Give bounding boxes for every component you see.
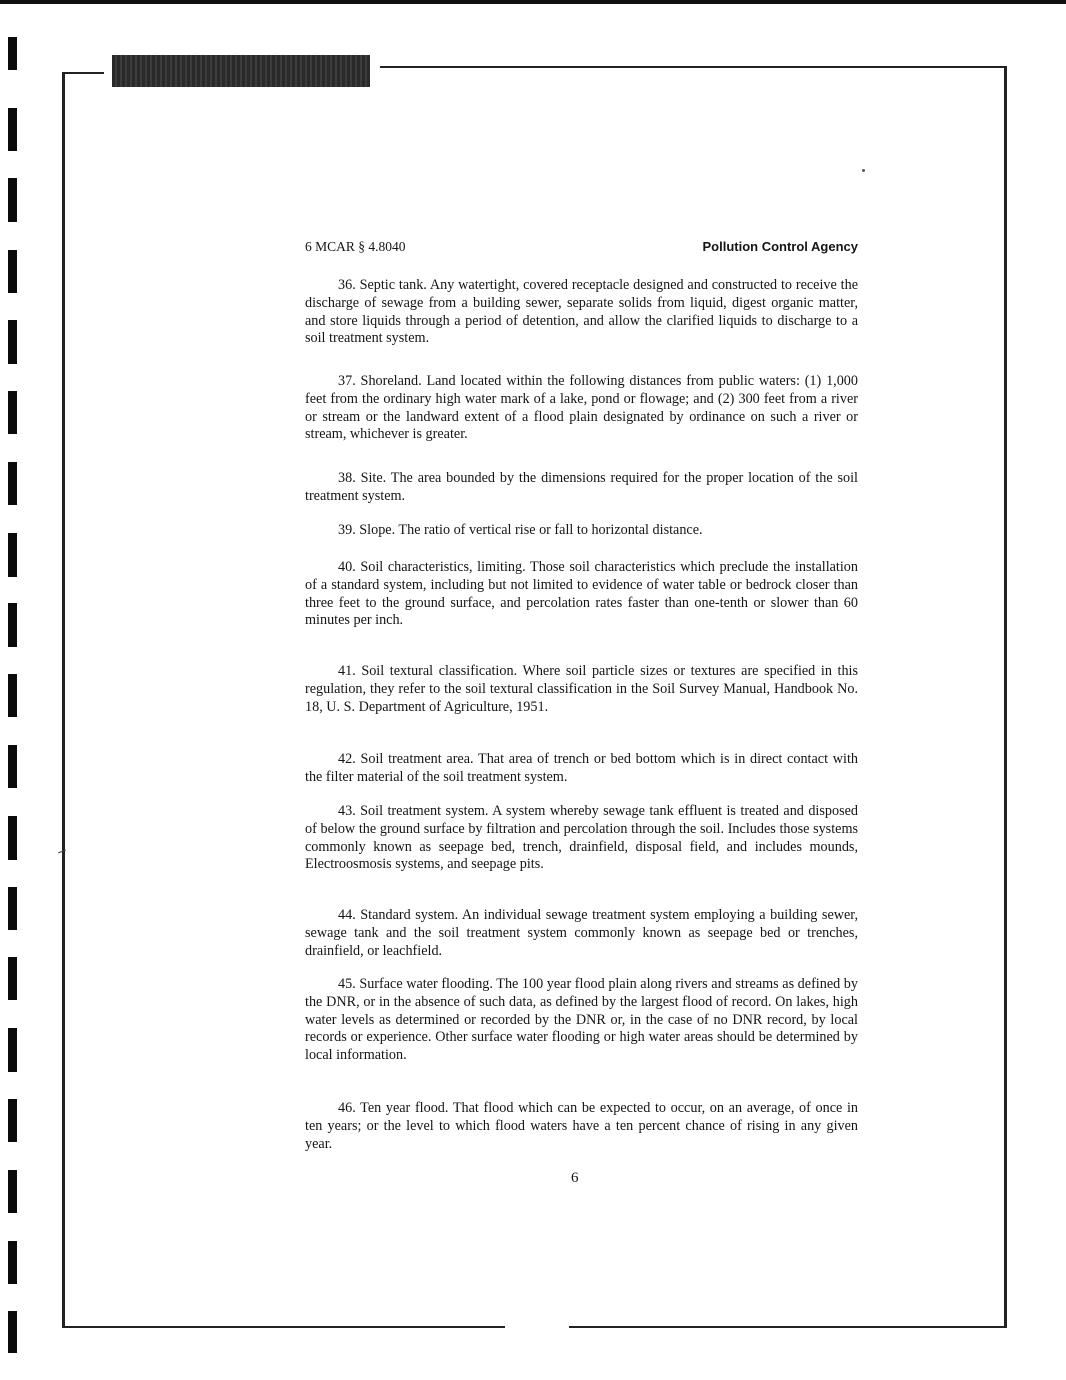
binder-hole-mark bbox=[8, 391, 17, 434]
scan-top-edge bbox=[0, 0, 1066, 4]
definition-paragraph: 46. Ten year flood. That flood which can be expected to occur, on an average, of once in ten years; or the level to which flood waters have a ten percent chance of rising in any given year. bbox=[305, 1100, 858, 1152]
binder-hole-mark bbox=[8, 250, 17, 293]
binder-hole-mark bbox=[8, 37, 17, 70]
definition-paragraph: 36. Septic tank. Any watertight, covered receptacle designed and constructed to receive the discharge of sewage from a building sewer, separate solids from liquid, digest organic matter, and store liquids through a period of detention, and allow the clarified liquids to discharge to a soil treatment system. bbox=[305, 277, 858, 347]
frame-right-border bbox=[1004, 66, 1007, 1328]
definition-paragraph: 45. Surface water flooding. The 100 year flood plain along rivers and streams as defined by the DNR, or in the absence of such data, as defined by the largest flood of record. On lakes, high water levels as determined or recorded by the DNR or, in the case of no DNR record, by local records or experience. Other surface water flooding or high water areas should be determined by local information. bbox=[305, 976, 858, 1064]
scan-speck bbox=[862, 169, 865, 172]
binder-hole-mark bbox=[8, 603, 17, 647]
binder-hole-mark bbox=[8, 674, 17, 717]
frame-bottom-border bbox=[569, 1326, 1007, 1328]
frame-left-border bbox=[62, 72, 65, 1328]
binder-hole-mark bbox=[8, 1099, 17, 1142]
definition-paragraph: 37. Shoreland. Land located within the following distances from public waters: (1) 1,000 feet from the ordinary high water mark of a lake, pond or flowage; and (2) 300 feet from a river or stream or the landward extent of a flood plain designated by ordinance on such a river or stream, whichever is greater. bbox=[305, 373, 858, 443]
definition-paragraph: 41. Soil textural classification. Where soil particle sizes or textures are specified in this regulation, they refer to the soil textural classification in the Soil Survey Manual, Handbook No. 18, U. S. Department of Agriculture, 1951. bbox=[305, 663, 858, 715]
definition-paragraph: 39. Slope. The ratio of vertical rise or fall to horizontal distance. bbox=[338, 522, 703, 538]
binder-hole-mark bbox=[8, 178, 17, 222]
binder-hole-mark bbox=[8, 745, 17, 788]
definition-paragraph: 43. Soil treatment system. A system whereby sewage tank effluent is treated and disposed of below the ground surface by filtration and percolation through the soil. Includes those systems commonly known as seepage bed, trench, drainfield, disposal field, and includes mounds, Electroosmosis systems, and seepage pits. bbox=[305, 803, 858, 873]
binder-hole-mark bbox=[8, 957, 17, 1000]
binder-hole-mark bbox=[8, 108, 17, 151]
binder-hole-mark bbox=[8, 1170, 17, 1213]
frame-top-border bbox=[62, 72, 104, 74]
frame-top-border bbox=[380, 66, 1007, 68]
rule-citation: 6 MCAR § 4.8040 bbox=[305, 239, 406, 254]
binder-hole-mark bbox=[8, 320, 17, 364]
definition-paragraph: 44. Standard system. An individual sewage treatment system employing a building sewer, sewage tank and the soil treatment system commonly known as seepage bed or trenches, drainfield, or leachfield. bbox=[305, 907, 858, 959]
binder-hole-mark bbox=[8, 816, 17, 860]
page-number: 6 bbox=[571, 1170, 579, 1186]
agency-name: Pollution Control Agency bbox=[702, 239, 858, 254]
binder-hole-mark bbox=[8, 887, 17, 930]
redacted-banner bbox=[112, 55, 370, 87]
binder-hole-mark bbox=[8, 1028, 17, 1072]
binder-hole-mark bbox=[8, 533, 17, 577]
page-header bbox=[305, 239, 858, 259]
frame-bottom-border bbox=[62, 1326, 505, 1328]
binder-hole-mark bbox=[8, 1241, 17, 1284]
definition-paragraph: 38. Site. The area bounded by the dimensions required for the proper location of the soil treatment system. bbox=[305, 470, 858, 504]
binder-hole-mark bbox=[8, 1311, 17, 1353]
definition-paragraph: 42. Soil treatment area. That area of trench or bed bottom which is in direct contact with the filter material of the soil treatment system. bbox=[305, 751, 858, 785]
binder-hole-mark bbox=[8, 462, 17, 505]
definition-paragraph: 40. Soil characteristics, limiting. Those soil characteristics which preclude the installation of a standard system, including but not limited to evidence of water table or bedrock closer than three feet to the ground surface, and percolation rates faster than one-tenth or slower than 60 minutes per inch. bbox=[305, 559, 858, 629]
